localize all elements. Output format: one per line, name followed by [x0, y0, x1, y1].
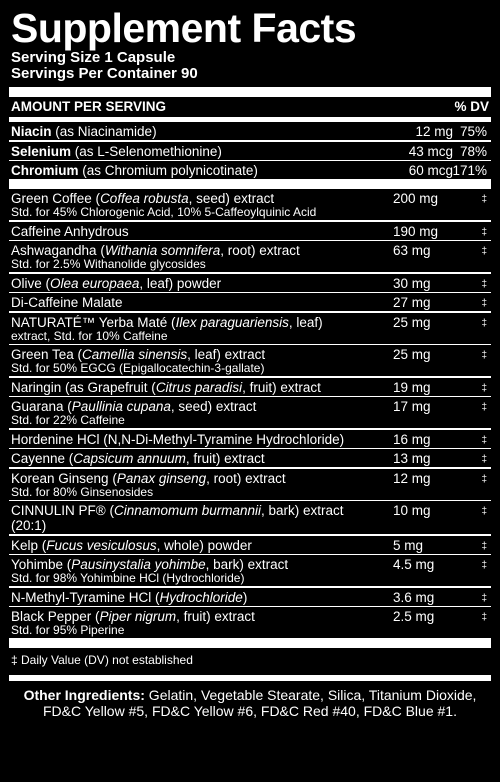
ingredient-amount: 16 mg	[393, 431, 431, 447]
table-header	[9, 97, 491, 117]
ingredient-name-text: NATURATÉ™ Yerba Maté (	[11, 314, 176, 330]
ingredient-botanical-name: Withania somnifera	[104, 243, 221, 258]
ingredient-dv: ‡	[481, 506, 487, 517]
ingredient-dv: ‡	[481, 560, 487, 571]
ingredient-amount: 10 mg	[393, 503, 431, 518]
ingredient-dv: ‡	[481, 402, 487, 413]
ingredient-dv: ‡	[481, 612, 487, 623]
ingredient-standardization: Std. for 50% EGCG (Epigallocatechin-3-gallate)	[11, 361, 265, 375]
ingredient-dv: ‡	[481, 278, 487, 290]
ingredient-name	[11, 590, 366, 605]
ingredient-part: )	[242, 589, 248, 605]
ingredient-name-text: Guarana (	[11, 399, 72, 414]
other-ingredients-text: Gelatin, Vegetable Stearate, Silica, Titanium Dioxide,	[144, 687, 477, 703]
ingredient-dv: ‡	[481, 246, 487, 257]
ingredient-dv: ‡	[481, 194, 487, 205]
ingredient-name	[11, 315, 366, 343]
ingredient-part: , leaf)	[288, 314, 323, 330]
ingredient-name-text: Olive (	[11, 275, 51, 291]
ingredient-name-text: N-Methyl-Tyramine HCl (	[11, 589, 160, 605]
ingredient-standardization: Std. for 98% Yohimbine HCl (Hydrochloride)	[11, 571, 245, 585]
vitamin-name-cell	[11, 124, 366, 139]
ingredient-amount: 63 mg	[393, 243, 431, 258]
ingredient-part: , bark) extract (20:1)	[11, 503, 344, 533]
ingredient-standardization: Std. for 80% Ginsenosides	[11, 484, 154, 499]
ingredient-name	[11, 399, 366, 427]
ingredient-botanical-name: Citrus paradisi	[155, 379, 243, 395]
ingredient-botanical-name: Fucus vesiculosus	[46, 537, 157, 553]
ingredient-part: , root) extract	[220, 243, 300, 258]
ingredient-name-text: Hordenine HCl (N,N-Di-Methyl-Tyramine Hydrochloride)	[11, 431, 345, 447]
ingredient-name	[11, 191, 366, 219]
vitamin-list	[9, 122, 491, 179]
vitamin-row	[9, 161, 491, 179]
vitamin-dv: 171%	[452, 163, 487, 178]
servings-per-container: Servings Per Container 90	[11, 65, 198, 82]
ingredient-amount: 12 mg	[393, 470, 431, 486]
ingredient-amount: 25 mg	[393, 314, 431, 330]
vitamin-source: (as L-Selenomethionine)	[74, 143, 222, 159]
ingredient-part: , fruit) extract	[176, 609, 255, 624]
vitamin-name: Selenium	[11, 143, 72, 159]
vitamin-source: (as Chromium polynicotinate)	[82, 163, 258, 178]
ingredient-standardization: extract, Std. for 10% Caffeine	[11, 328, 168, 343]
ingredient-dv: ‡	[481, 298, 487, 309]
ingredient-row	[9, 449, 491, 467]
ingredient-dv: ‡	[481, 382, 487, 394]
ingredient-name	[11, 471, 366, 499]
ingredient-row	[9, 469, 491, 500]
section-divider	[9, 179, 491, 189]
ingredient-part: , bark) extract	[205, 557, 289, 572]
bottom-divider	[9, 638, 491, 648]
ingredient-row	[9, 536, 491, 554]
vitamin-row	[9, 142, 491, 160]
ingredient-name	[11, 380, 366, 395]
vitamin-amount: 12 mg	[415, 124, 453, 139]
ingredient-standardization: Std. for 45% Chlorogenic Acid, 10% 5-Caffeoylquinic Acid	[11, 205, 317, 219]
ingredient-dv: ‡	[481, 473, 487, 485]
dv-label: % DV	[454, 99, 489, 114]
footer-divider	[9, 675, 491, 681]
ingredient-name	[11, 347, 366, 375]
ingredient-name	[11, 224, 366, 239]
ingredient-dv: ‡	[481, 350, 487, 361]
ingredient-part: , fruit) extract	[185, 451, 265, 466]
ingredient-row	[9, 241, 491, 272]
ingredient-row	[9, 378, 491, 396]
ingredient-row	[9, 313, 491, 344]
supplement-facts-panel	[0, 6, 500, 782]
ingredient-botanical-name: Piper nigrum	[99, 609, 177, 624]
ingredient-name-text: Black Pepper (	[11, 609, 100, 624]
serving-size: Serving Size 1 Capsule	[11, 49, 176, 66]
ingredient-name	[11, 276, 366, 291]
vitamin-name: Chromium	[11, 163, 79, 178]
ingredient-name-text: Caffeine Anhydrous	[11, 223, 129, 239]
ingredient-botanical-name: Pausinystalia yohimbe	[71, 557, 206, 572]
ingredient-part: , leaf) extract	[187, 347, 266, 362]
other-ingredients-label: Other Ingredients:	[23, 687, 145, 703]
ingredient-row	[9, 293, 491, 311]
ingredient-name-text: Yohimbe (	[11, 557, 72, 572]
ingredient-name-text: Naringin (as Grapefruit (	[11, 379, 156, 395]
vitamin-row	[9, 122, 491, 140]
other-ingredients	[9, 687, 491, 719]
ingredient-name-text: Green Tea (	[11, 347, 83, 362]
ingredient-row	[9, 555, 491, 586]
ingredient-amount: 4.5 mg	[393, 557, 435, 572]
vitamin-source: (as Niacinamide)	[55, 124, 157, 139]
ingredient-amount: 3.6 mg	[393, 589, 435, 605]
thick-divider	[9, 87, 491, 97]
panel-title: Supplement Facts	[11, 5, 357, 51]
ingredient-dv: ‡	[481, 226, 487, 238]
ingredient-amount: 5 mg	[393, 537, 424, 553]
ingredient-name	[11, 432, 366, 447]
ingredient-dv: ‡	[481, 592, 487, 604]
ingredient-botanical-name: Panax ginseng	[116, 470, 207, 486]
ingredient-botanical-name: Ilex paraguariensis	[175, 314, 289, 330]
vitamin-name-cell	[11, 144, 366, 159]
amount-per-serving-label: AMOUNT PER SERVING	[11, 99, 167, 114]
ingredient-list	[9, 189, 491, 638]
ingredient-name-text: CINNULIN PF® (	[11, 503, 114, 518]
ingredient-standardization: Std. for 95% Piperine	[11, 623, 125, 637]
vitamin-amount: 43 mcg	[408, 143, 453, 159]
ingredient-name	[11, 538, 366, 553]
vitamin-name-cell	[11, 163, 366, 178]
ingredient-row	[9, 345, 491, 376]
ingredient-row	[9, 501, 491, 534]
ingredient-botanical-name: Paullinia cupana	[71, 399, 171, 414]
ingredient-amount: 19 mg	[393, 379, 431, 395]
ingredient-dv: ‡	[481, 317, 487, 329]
ingredient-amount: 2.5 mg	[393, 609, 435, 624]
ingredient-amount: 200 mg	[393, 191, 439, 206]
ingredient-row	[9, 274, 491, 292]
ingredient-standardization: Std. for 2.5% Withanolide glycosides	[11, 257, 206, 271]
ingredient-name	[11, 503, 366, 533]
ingredient-row	[9, 430, 491, 448]
ingredient-name	[11, 557, 366, 585]
ingredient-part: , leaf) powder	[139, 275, 222, 291]
ingredient-name	[11, 451, 366, 466]
footnote: ‡ Daily Value (DV) not established	[11, 653, 193, 667]
ingredient-name-text: Ashwagandha (	[11, 243, 105, 258]
ingredient-botanical-name: Coffea robusta	[100, 191, 189, 206]
other-ingredients-line2: FD&C Yellow #5, FD&C Yellow #6, FD&C Red #40, FD&C Blue #1.	[43, 703, 457, 719]
ingredient-amount: 25 mg	[393, 347, 431, 362]
ingredient-part: , seed) extract	[170, 399, 257, 414]
vitamin-dv: 75%	[459, 124, 487, 139]
vitamin-name: Niacin	[11, 124, 52, 139]
ingredient-row	[9, 607, 491, 638]
ingredient-amount: 17 mg	[393, 399, 431, 414]
ingredient-row	[9, 189, 491, 220]
ingredient-dv: ‡	[481, 454, 487, 465]
ingredient-amount: 30 mg	[393, 275, 431, 291]
ingredient-name-text: Di-Caffeine Malate	[11, 295, 123, 310]
ingredient-name-text: Cayenne (	[11, 451, 74, 466]
ingredient-part: , whole) powder	[156, 537, 252, 553]
ingredient-part: , fruit) extract	[242, 379, 321, 395]
ingredient-name	[11, 243, 366, 271]
ingredient-botanical-name: Capsicum annuum	[73, 451, 186, 466]
ingredient-botanical-name: Hydrochloride	[159, 589, 243, 605]
ingredient-standardization: Std. for 22% Caffeine	[11, 413, 125, 427]
ingredient-botanical-name: Olea europaea	[50, 275, 140, 291]
ingredient-amount: 190 mg	[393, 223, 439, 239]
vitamin-amount: 60 mcg	[408, 163, 453, 178]
ingredient-amount: 27 mg	[393, 295, 431, 310]
ingredient-part: , seed) extract	[188, 191, 275, 206]
ingredient-botanical-name: Cinnamomum burmannii	[113, 503, 262, 518]
vitamin-dv: 78%	[459, 143, 487, 159]
ingredient-row	[9, 397, 491, 428]
ingredient-name-text: Green Coffee (	[11, 191, 101, 206]
ingredient-amount: 13 mg	[393, 451, 431, 466]
ingredient-name	[11, 295, 366, 310]
ingredient-name-text: Korean Ginseng (	[11, 470, 117, 486]
ingredient-dv: ‡	[481, 434, 487, 446]
ingredient-row	[9, 222, 491, 240]
ingredient-dv: ‡	[481, 540, 487, 552]
ingredient-botanical-name: Camellia sinensis	[82, 347, 188, 362]
ingredient-name	[11, 609, 366, 637]
ingredient-part: , root) extract	[206, 470, 286, 486]
ingredient-row	[9, 588, 491, 606]
ingredient-name-text: Kelp (	[11, 537, 47, 553]
